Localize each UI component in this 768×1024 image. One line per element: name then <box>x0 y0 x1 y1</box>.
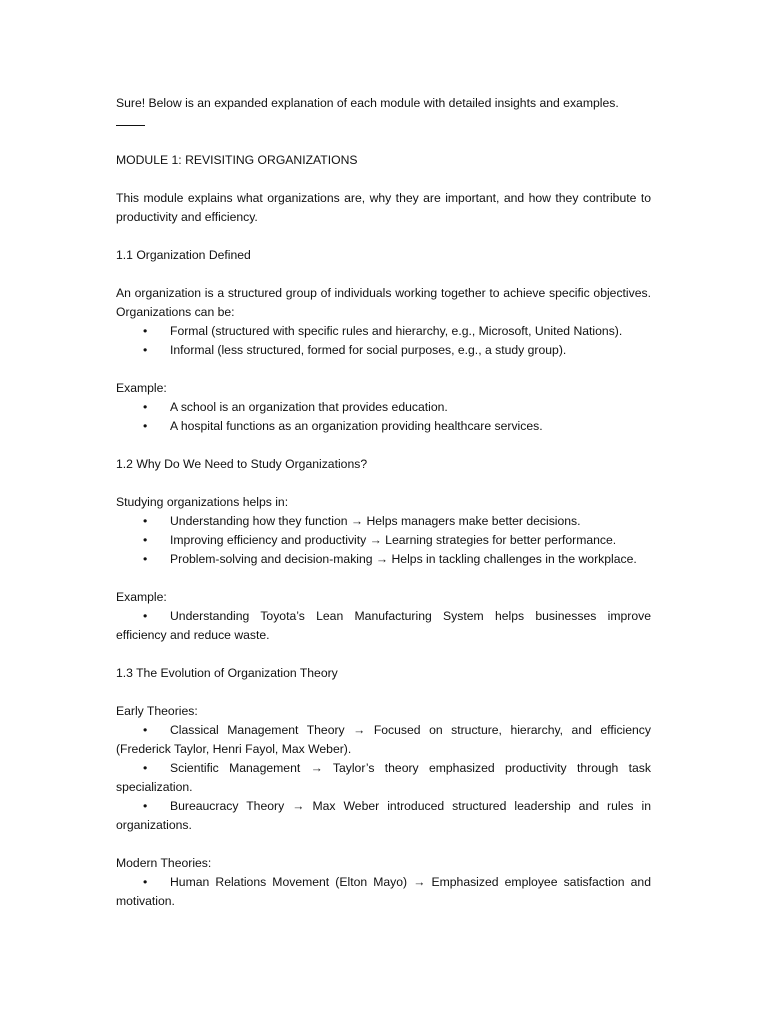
section-1-1-examples <box>116 398 651 436</box>
list-item: • A hospital functions as an organization providing healthcare services. <box>116 417 651 436</box>
list-item: • Informal (less structured, formed for social purposes, e.g., a study group). <box>116 341 651 360</box>
bullet-icon: • <box>143 343 148 357</box>
bullet-icon: • <box>143 552 148 566</box>
bullet-icon: • <box>143 799 148 813</box>
module-intro: This module explains what organizations are, why they are important, and how they contribute to productivity and efficiency. <box>116 191 651 224</box>
bullet-icon: • <box>143 723 148 737</box>
bullet-icon: • <box>143 514 148 528</box>
section-heading-1-3: 1.3 The Evolution of Organization Theory <box>116 666 338 680</box>
list-item: • Bureaucracy Theory → Max Weber introduced structured leadership and rules in organizations. <box>116 799 651 832</box>
section-1-1-list <box>116 322 651 360</box>
bullet-icon: • <box>143 324 148 338</box>
list-item: • Understanding Toyota’s Lean Manufacturing System helps businesses improve efficiency and reduce waste. <box>116 609 651 642</box>
intro-text: Sure! Below is an expanded explanation of each module with detailed insights and examples. <box>116 96 619 110</box>
section-1-2-list <box>116 512 651 569</box>
list-item: • Formal (structured with specific rules and hierarchy, e.g., Microsoft, United Nations). <box>116 322 651 341</box>
bullet-icon: • <box>143 533 148 547</box>
section-1-2-body: Studying organizations helps in: <box>116 495 289 509</box>
example-label: Example: <box>116 590 167 604</box>
early-theories-label: Early Theories: <box>116 704 198 718</box>
list-item: • Scientific Management → Taylor’s theory emphasized productivity through task specialization. <box>116 761 651 794</box>
example-label: Example: <box>116 381 167 395</box>
list-item: • Improving efficiency and productivity → Learning strategies for better performance. <box>116 531 651 550</box>
list-item: • Understanding how they function → Helps managers make better decisions. <box>116 512 651 531</box>
bullet-icon: • <box>143 761 148 775</box>
bullet-icon: • <box>143 609 148 623</box>
section-heading-1-2: 1.2 Why Do We Need to Study Organizations? <box>116 457 368 471</box>
list-item: • Human Relations Movement (Elton Mayo) → Emphasized employee satisfaction and motivation. <box>116 875 651 908</box>
bullet-icon: • <box>143 419 148 433</box>
bullet-icon: • <box>143 875 148 889</box>
separator-rule <box>116 113 651 132</box>
module-title: MODULE 1: REVISITING ORGANIZATIONS <box>116 153 358 167</box>
section-1-1-body: An organization is a structured group of individuals working together to achieve specific objectives. Organizations can be: <box>116 286 651 319</box>
document-page <box>116 94 651 911</box>
list-item: • Classical Management Theory → Focused on structure, hierarchy, and efficiency (Frederick Taylor, Henri Fayol, Max Weber). <box>116 723 651 756</box>
bullet-icon: • <box>143 400 148 414</box>
modern-theories-label: Modern Theories: <box>116 856 212 870</box>
list-item: • Problem-solving and decision-making → Helps in tackling challenges in the workplace. <box>116 550 651 569</box>
list-item: • A school is an organization that provides education. <box>116 398 651 417</box>
section-heading-1-1: 1.1 Organization Defined <box>116 248 251 262</box>
